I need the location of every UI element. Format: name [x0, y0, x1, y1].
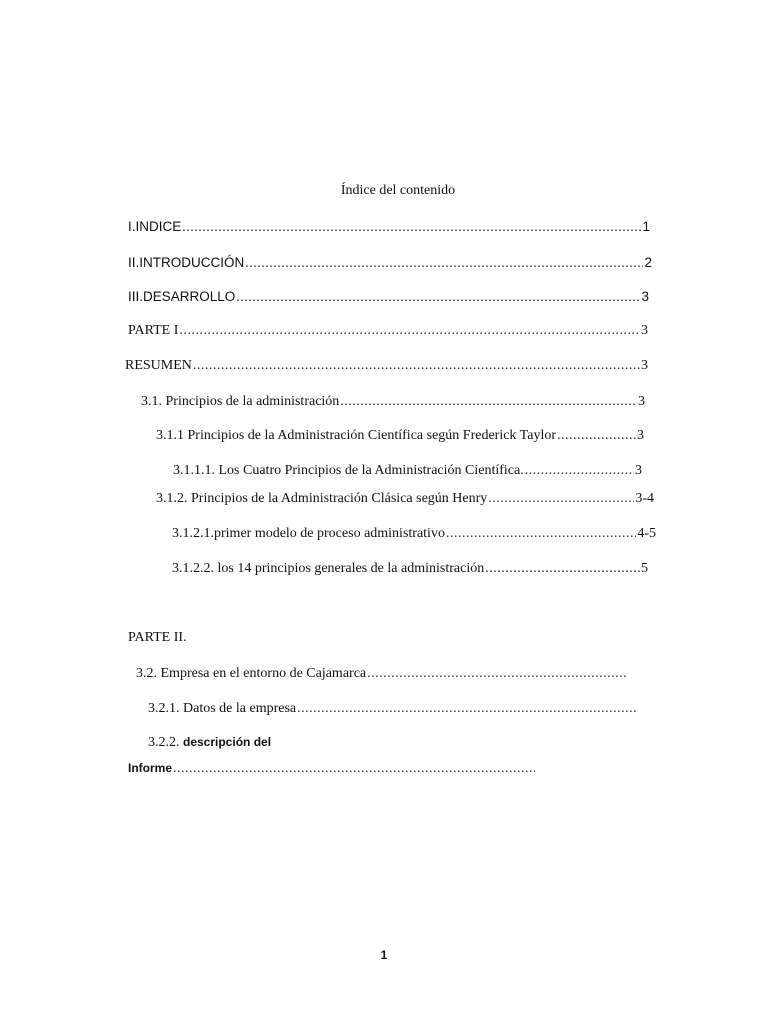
toc-entry-page: 3-4 — [635, 491, 654, 506]
toc-entry-label: RESUMEN — [125, 358, 192, 373]
dot-leader — [485, 561, 640, 577]
dot-leader — [193, 358, 640, 374]
toc-entry[interactable] — [125, 358, 648, 374]
toc-entry[interactable] — [128, 219, 650, 236]
toc-entry-page: 3 — [638, 394, 645, 409]
toc-entry[interactable] — [141, 394, 645, 410]
toc-entry-label: 3.1.1.1. Los Cuatro Principios de la Administración Científica. — [173, 463, 524, 478]
toc-entry-label: 3.1.2.1.primer modelo de proceso administrativo — [172, 526, 445, 541]
toc-entry-label: 3.2. Empresa en el entorno de Cajamarca — [136, 666, 367, 681]
toc-entry-label: 3.2.1. Datos de la empresa — [148, 701, 297, 716]
toc-entry-label: 3.1. Principios de la administración — [141, 394, 340, 409]
toc-entry[interactable] — [136, 666, 629, 682]
toc-entry[interactable] — [173, 463, 642, 479]
toc-entry-label: 3.1.2.2. los 14 principios generales de la administración — [172, 561, 485, 576]
part-ii-heading: PARTE II. — [128, 630, 187, 645]
toc-entry[interactable] — [156, 491, 654, 507]
toc-entry-label: 3.2.2. — [148, 735, 180, 750]
toc-entry-page: 3 — [641, 323, 648, 338]
toc-title: Índice del contenido — [340, 183, 456, 198]
toc-entry-label: I.INDICE — [128, 219, 182, 234]
dot-leader — [182, 220, 641, 236]
dot-leader — [525, 463, 634, 479]
toc-entry[interactable] — [156, 428, 644, 444]
dot-leader — [367, 666, 628, 682]
toc-entry-page: 3 — [635, 463, 642, 478]
toc-entry[interactable] — [128, 323, 648, 339]
dot-leader — [245, 256, 643, 272]
toc-entry-label: II.INTRODUCCIÓN — [128, 255, 245, 270]
toc-entry-page: 3 — [637, 428, 644, 443]
toc-entry[interactable] — [148, 735, 271, 751]
dot-leader — [488, 491, 634, 507]
toc-entry-page: 2 — [644, 255, 652, 270]
dot-leader — [179, 323, 640, 339]
toc-entry[interactable] — [148, 701, 638, 717]
toc-entry-label: III.DESARROLLO — [128, 289, 236, 304]
toc-entry-page: 5 — [641, 561, 648, 576]
dot-leader — [446, 526, 636, 542]
toc-entry-label: 3.1.1 Principios de la Administración Científica según Frederick Taylor — [156, 428, 557, 443]
toc-entry[interactable] — [172, 561, 648, 577]
toc-entry-label: 3.1.2. Principios de la Administración Clásica según Henry — [156, 491, 488, 506]
dot-leader — [173, 761, 535, 777]
toc-entry-page: 1 — [642, 219, 650, 234]
dot-leader — [557, 428, 636, 444]
toc-entry-page: 4-5 — [637, 526, 656, 541]
toc-entry-bold-label: Informe — [128, 761, 173, 775]
toc-entry[interactable] — [172, 526, 656, 542]
toc-entry-page: 3 — [641, 289, 649, 304]
page-number: 1 — [380, 948, 388, 962]
toc-entry[interactable] — [128, 761, 536, 777]
toc-entry[interactable] — [128, 255, 652, 272]
dot-leader — [236, 290, 640, 306]
toc-entry-bold-label: descripción del — [183, 735, 272, 749]
toc-entry[interactable] — [128, 289, 649, 306]
dot-leader — [340, 394, 637, 410]
toc-entry-page: 3 — [641, 358, 648, 373]
toc-entry-label: PARTE I — [128, 323, 179, 338]
dot-leader — [297, 701, 637, 717]
